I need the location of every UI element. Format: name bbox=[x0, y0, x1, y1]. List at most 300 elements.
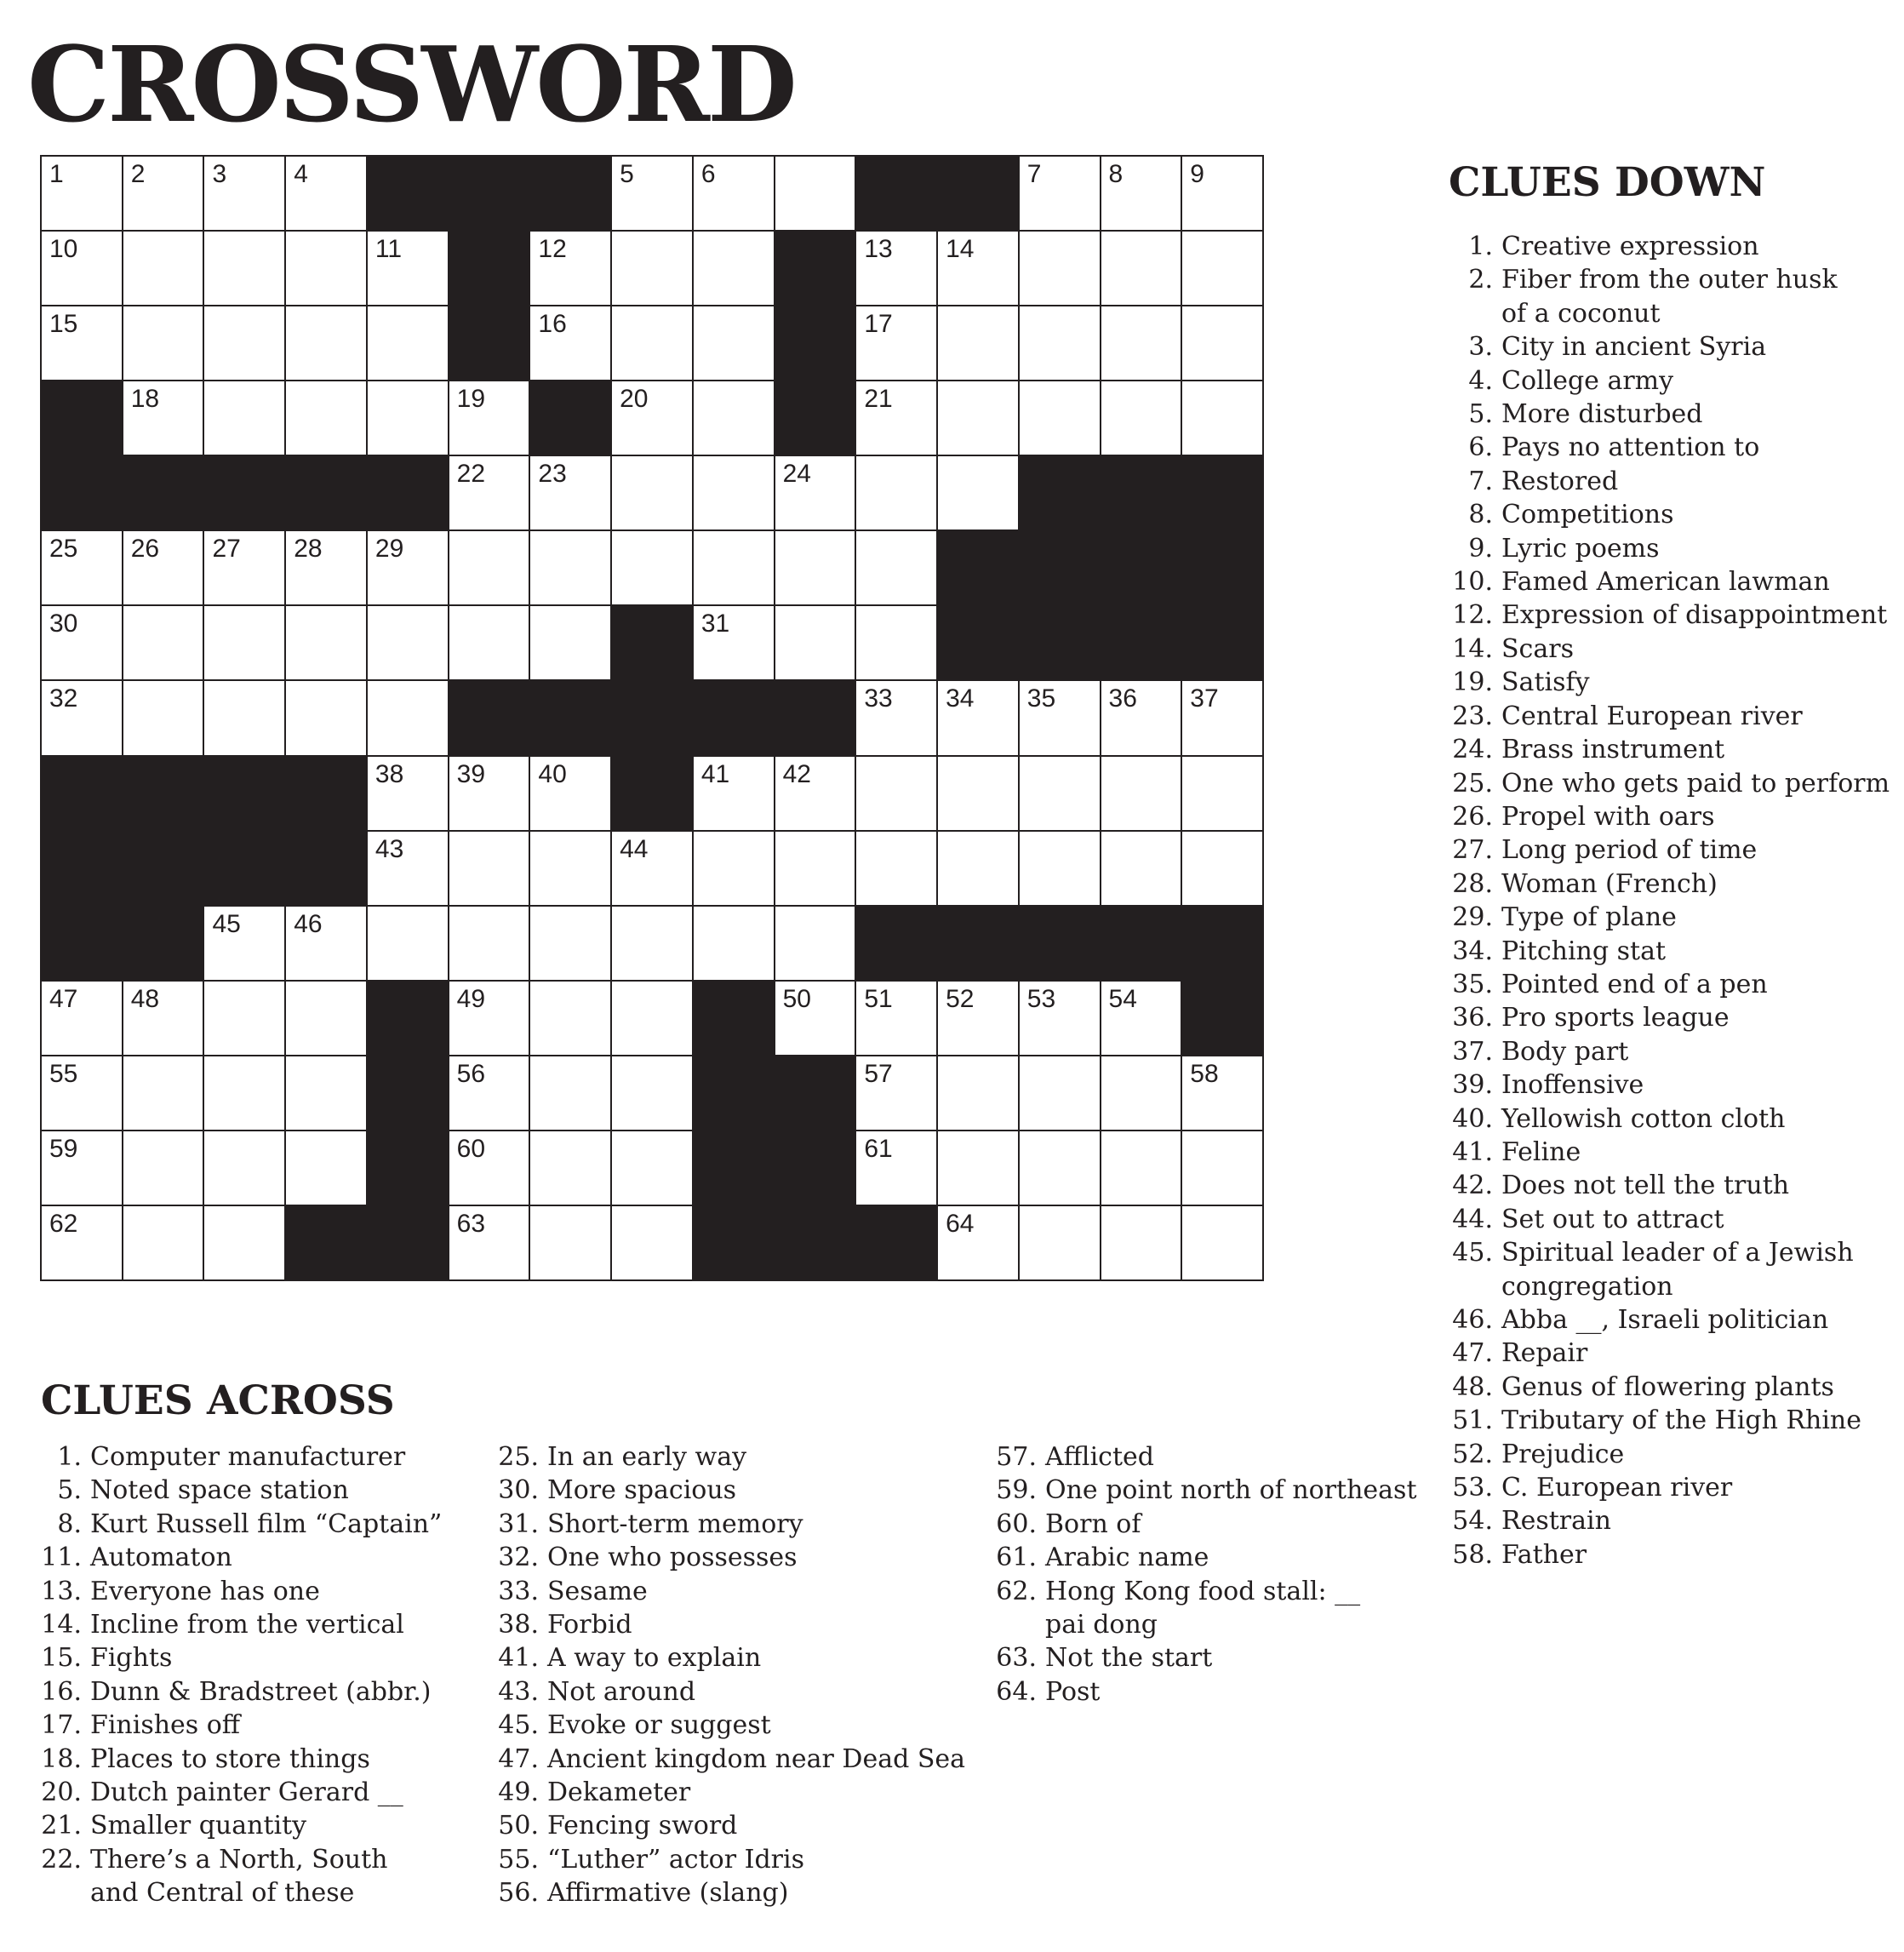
clue-item bbox=[1452, 498, 1890, 531]
clue-number: 29. bbox=[1452, 902, 1493, 933]
cell-number: 57 bbox=[864, 1059, 893, 1088]
grid-cell[interactable] bbox=[368, 232, 448, 305]
cell-number: 20 bbox=[620, 385, 649, 414]
grid-cell[interactable] bbox=[449, 606, 529, 679]
grid-block bbox=[530, 381, 610, 455]
grid-cell[interactable] bbox=[368, 907, 448, 980]
clue-number: 14. bbox=[41, 1610, 82, 1640]
grid-block bbox=[530, 157, 610, 230]
clue-item bbox=[1452, 1303, 1890, 1337]
grid-cell[interactable] bbox=[1020, 1056, 1100, 1130]
clue-item bbox=[498, 1575, 965, 1608]
clue-item bbox=[1452, 330, 1890, 363]
clue-number: 8. bbox=[57, 1508, 82, 1539]
grid-cell[interactable] bbox=[286, 306, 366, 380]
clue-text: Affirmative (slang) bbox=[547, 1878, 789, 1909]
grid-cell[interactable] bbox=[612, 157, 692, 230]
clue-text: Fiber from the outer husk of a coconut bbox=[1501, 265, 1838, 329]
clue-text: Finishes off bbox=[90, 1710, 241, 1741]
grid-cell[interactable] bbox=[856, 757, 936, 830]
grid-cell[interactable] bbox=[530, 531, 610, 604]
grid-cell[interactable] bbox=[612, 1206, 692, 1279]
grid-cell[interactable] bbox=[42, 306, 122, 380]
grid-cell[interactable] bbox=[286, 681, 366, 754]
cell-number: 22 bbox=[456, 460, 486, 489]
grid-cell[interactable] bbox=[694, 832, 774, 905]
grid-cell[interactable] bbox=[694, 157, 774, 230]
clue-item bbox=[41, 1575, 442, 1608]
grid-cell[interactable] bbox=[1182, 757, 1262, 830]
grid-cell[interactable] bbox=[1182, 232, 1262, 305]
grid-cell[interactable] bbox=[123, 982, 203, 1055]
grid-cell[interactable] bbox=[1182, 306, 1262, 380]
cell-number: 10 bbox=[49, 235, 78, 264]
grid-cell[interactable] bbox=[449, 1206, 529, 1279]
clue-number: 22. bbox=[41, 1844, 82, 1875]
grid-cell[interactable] bbox=[123, 232, 203, 305]
grid-cell[interactable] bbox=[938, 306, 1018, 380]
clue-text: Smaller quantity bbox=[90, 1811, 307, 1841]
grid-cell[interactable] bbox=[1182, 1206, 1262, 1279]
clue-number: 32. bbox=[498, 1543, 539, 1573]
grid-block bbox=[368, 982, 448, 1055]
grid-cell[interactable] bbox=[612, 982, 692, 1055]
grid-cell[interactable] bbox=[856, 1056, 936, 1130]
grid-cell[interactable] bbox=[938, 832, 1018, 905]
cell-number: 45 bbox=[212, 909, 241, 938]
grid-cell[interactable] bbox=[368, 832, 448, 905]
grid-cell[interactable] bbox=[530, 606, 610, 679]
clue-item bbox=[1452, 431, 1890, 464]
grid-cell[interactable] bbox=[42, 1056, 122, 1130]
clue-item bbox=[1452, 1236, 1890, 1303]
clue-number: 5. bbox=[57, 1475, 82, 1506]
grid-cell[interactable] bbox=[694, 381, 774, 455]
clue-item bbox=[1452, 800, 1890, 833]
cell-number: 50 bbox=[782, 984, 811, 1013]
cell-number: 59 bbox=[49, 1134, 78, 1163]
grid-block bbox=[775, 1131, 855, 1205]
clue-number: 55. bbox=[498, 1844, 539, 1875]
grid-cell[interactable] bbox=[612, 381, 692, 455]
grid-cell[interactable] bbox=[856, 1131, 936, 1205]
clue-number: 8. bbox=[1468, 500, 1493, 530]
grid-cell[interactable] bbox=[856, 982, 936, 1055]
cell-number: 40 bbox=[538, 759, 567, 788]
grid-cell[interactable] bbox=[123, 157, 203, 230]
grid-cell[interactable] bbox=[856, 306, 936, 380]
grid-cell[interactable] bbox=[42, 232, 122, 305]
clue-number: 39. bbox=[1452, 1070, 1493, 1101]
grid-cell[interactable] bbox=[612, 306, 692, 380]
grid-cell[interactable] bbox=[1020, 757, 1100, 830]
clue-text: Restrain bbox=[1501, 1506, 1611, 1537]
clue-number: 18. bbox=[41, 1743, 82, 1774]
grid-cell[interactable] bbox=[775, 982, 855, 1055]
grid-cell[interactable] bbox=[1182, 832, 1262, 905]
grid-cell[interactable] bbox=[286, 1131, 366, 1205]
clue-text: One who gets paid to perform bbox=[1501, 768, 1890, 799]
grid-cell[interactable] bbox=[1101, 757, 1181, 830]
grid-cell[interactable] bbox=[530, 232, 610, 305]
grid-cell[interactable] bbox=[694, 757, 774, 830]
clue-text: Not around bbox=[547, 1676, 696, 1707]
clue-item bbox=[498, 1776, 965, 1809]
grid-block bbox=[938, 907, 1018, 980]
grid-cell[interactable] bbox=[612, 907, 692, 980]
grid-block bbox=[775, 1056, 855, 1130]
grid-cell[interactable] bbox=[1101, 681, 1181, 754]
clue-number: 23. bbox=[1452, 701, 1493, 731]
clue-number: 35. bbox=[1452, 969, 1493, 999]
grid-cell[interactable] bbox=[449, 1131, 529, 1205]
grid-block bbox=[694, 1056, 774, 1130]
clue-text: Pro sports league bbox=[1501, 1003, 1730, 1033]
grid-cell[interactable] bbox=[286, 157, 366, 230]
clue-number: 20. bbox=[41, 1777, 82, 1808]
clue-item bbox=[1452, 1371, 1890, 1404]
grid-block bbox=[694, 1206, 774, 1279]
grid-cell[interactable] bbox=[856, 381, 936, 455]
clue-item bbox=[1452, 1404, 1890, 1437]
grid-block bbox=[1020, 456, 1100, 530]
grid-cell[interactable] bbox=[42, 1206, 122, 1279]
grid-cell[interactable] bbox=[286, 606, 366, 679]
cell-number: 41 bbox=[700, 759, 730, 788]
grid-cell[interactable] bbox=[1182, 157, 1262, 230]
clue-item bbox=[41, 1776, 442, 1809]
clue-item bbox=[498, 1843, 965, 1876]
grid-cell[interactable] bbox=[775, 157, 855, 230]
grid-block bbox=[775, 381, 855, 455]
grid-cell[interactable] bbox=[1020, 681, 1100, 754]
grid-cell[interactable] bbox=[938, 681, 1018, 754]
cell-number: 25 bbox=[49, 535, 78, 564]
clues-across-column-2 bbox=[498, 1440, 965, 1910]
grid-block bbox=[775, 681, 855, 754]
grid-cell[interactable] bbox=[1020, 381, 1100, 455]
grid-cell[interactable] bbox=[938, 1206, 1018, 1279]
clue-number: 53. bbox=[1452, 1473, 1493, 1503]
cell-number: 39 bbox=[456, 759, 486, 788]
clue-text: There’s a North, South and Central of these bbox=[90, 1844, 388, 1909]
grid-cell[interactable] bbox=[694, 606, 774, 679]
crossword-grid bbox=[40, 155, 1264, 1281]
grid-cell[interactable] bbox=[1020, 982, 1100, 1055]
grid-cell[interactable] bbox=[612, 531, 692, 604]
clue-item bbox=[41, 1843, 442, 1910]
grid-cell[interactable] bbox=[42, 982, 122, 1055]
grid-cell[interactable] bbox=[204, 232, 284, 305]
clue-item bbox=[41, 1440, 442, 1474]
grid-cell[interactable] bbox=[775, 757, 855, 830]
grid-cell[interactable] bbox=[694, 456, 774, 530]
grid-cell[interactable] bbox=[1020, 306, 1100, 380]
grid-cell[interactable] bbox=[204, 606, 284, 679]
grid-cell[interactable] bbox=[775, 907, 855, 980]
grid-cell[interactable] bbox=[204, 306, 284, 380]
grid-cell[interactable] bbox=[123, 306, 203, 380]
clue-text: Repair bbox=[1501, 1338, 1588, 1369]
cell-number: 61 bbox=[864, 1134, 893, 1163]
grid-block bbox=[1101, 606, 1181, 679]
grid-cell[interactable] bbox=[938, 381, 1018, 455]
grid-cell[interactable] bbox=[368, 531, 448, 604]
grid-cell[interactable] bbox=[1182, 1056, 1262, 1130]
grid-cell[interactable] bbox=[204, 1206, 284, 1279]
cell-number: 64 bbox=[946, 1209, 975, 1238]
clue-text: Pitching stat bbox=[1501, 936, 1667, 966]
clue-number: 40. bbox=[1452, 1103, 1493, 1134]
clue-text: Noted space station bbox=[90, 1475, 349, 1506]
grid-cell[interactable] bbox=[612, 232, 692, 305]
grid-cell[interactable] bbox=[449, 456, 529, 530]
clue-text: Body part bbox=[1501, 1036, 1629, 1067]
grid-block bbox=[612, 606, 692, 679]
grid-cell[interactable] bbox=[530, 1206, 610, 1279]
clue-number: 37. bbox=[1452, 1036, 1493, 1067]
grid-cell[interactable] bbox=[368, 757, 448, 830]
clue-item bbox=[41, 1608, 442, 1641]
clue-item bbox=[1452, 1337, 1890, 1370]
cell-number: 56 bbox=[456, 1059, 486, 1088]
grid-cell[interactable] bbox=[204, 157, 284, 230]
grid-cell[interactable] bbox=[1020, 1131, 1100, 1205]
grid-cell[interactable] bbox=[368, 681, 448, 754]
clue-item bbox=[1452, 733, 1890, 766]
grid-block bbox=[1020, 606, 1100, 679]
clue-text: Famed American lawman bbox=[1501, 567, 1830, 598]
cell-number: 3 bbox=[212, 160, 227, 188]
grid-cell[interactable] bbox=[775, 832, 855, 905]
grid-cell[interactable] bbox=[42, 531, 122, 604]
grid-cell[interactable] bbox=[286, 982, 366, 1055]
clue-text: Hong Kong food stall: __ pai dong bbox=[1045, 1576, 1361, 1640]
grid-cell[interactable] bbox=[123, 381, 203, 455]
grid-block bbox=[123, 832, 203, 905]
grid-cell[interactable] bbox=[286, 907, 366, 980]
grid-cell[interactable] bbox=[286, 381, 366, 455]
cell-number: 43 bbox=[375, 834, 404, 863]
grid-cell[interactable] bbox=[204, 1056, 284, 1130]
grid-cell[interactable] bbox=[286, 1056, 366, 1130]
grid-block bbox=[856, 907, 936, 980]
grid-cell[interactable] bbox=[856, 232, 936, 305]
clue-text: One who possesses bbox=[547, 1543, 798, 1573]
grid-cell[interactable] bbox=[42, 157, 122, 230]
grid-cell[interactable] bbox=[42, 681, 122, 754]
grid-cell[interactable] bbox=[204, 982, 284, 1055]
grid-cell[interactable] bbox=[1101, 832, 1181, 905]
grid-block bbox=[694, 1131, 774, 1205]
grid-cell[interactable] bbox=[1101, 157, 1181, 230]
clue-number: 57. bbox=[996, 1442, 1037, 1472]
grid-cell[interactable] bbox=[1020, 157, 1100, 230]
cell-number: 44 bbox=[620, 834, 649, 863]
clue-number: 16. bbox=[41, 1676, 82, 1707]
grid-cell[interactable] bbox=[530, 757, 610, 830]
grid-block bbox=[449, 157, 529, 230]
grid-cell[interactable] bbox=[1020, 232, 1100, 305]
clue-item bbox=[41, 1709, 442, 1742]
grid-cell[interactable] bbox=[368, 306, 448, 380]
clue-text: Woman (French) bbox=[1501, 868, 1718, 899]
grid-block bbox=[368, 1206, 448, 1279]
grid-cell[interactable] bbox=[449, 907, 529, 980]
clue-text: Brass instrument bbox=[1501, 735, 1725, 765]
grid-cell[interactable] bbox=[612, 456, 692, 530]
grid-block bbox=[775, 306, 855, 380]
clue-text: Automaton bbox=[90, 1543, 232, 1573]
clue-item bbox=[996, 1541, 1417, 1574]
grid-cell[interactable] bbox=[368, 606, 448, 679]
cell-number: 54 bbox=[1108, 984, 1137, 1013]
grid-cell[interactable] bbox=[449, 531, 529, 604]
cell-number: 53 bbox=[1026, 984, 1056, 1013]
clue-number: 11. bbox=[41, 1543, 82, 1573]
grid-block bbox=[612, 681, 692, 754]
grid-cell[interactable] bbox=[123, 681, 203, 754]
cell-number: 28 bbox=[294, 535, 323, 564]
grid-cell[interactable] bbox=[286, 531, 366, 604]
clue-text: Lyric poems bbox=[1501, 533, 1660, 564]
clue-item bbox=[1452, 565, 1890, 598]
clue-item bbox=[1452, 968, 1890, 1001]
grid-cell[interactable] bbox=[938, 982, 1018, 1055]
clue-number: 28. bbox=[1452, 868, 1493, 899]
clue-text: Type of plane bbox=[1501, 902, 1677, 933]
grid-cell[interactable] bbox=[530, 1056, 610, 1130]
grid-cell[interactable] bbox=[449, 381, 529, 455]
grid-cell[interactable] bbox=[42, 1131, 122, 1205]
grid-cell[interactable] bbox=[938, 757, 1018, 830]
grid-cell[interactable] bbox=[1182, 1131, 1262, 1205]
grid-cell[interactable] bbox=[449, 757, 529, 830]
grid-cell[interactable] bbox=[775, 456, 855, 530]
grid-cell[interactable] bbox=[1020, 1206, 1100, 1279]
grid-block bbox=[204, 832, 284, 905]
clue-text: Evoke or suggest bbox=[547, 1710, 771, 1741]
grid-cell[interactable] bbox=[42, 606, 122, 679]
grid-cell[interactable] bbox=[612, 1056, 692, 1130]
cell-number: 30 bbox=[49, 610, 78, 638]
clue-item bbox=[996, 1641, 1417, 1674]
grid-cell[interactable] bbox=[1101, 982, 1181, 1055]
grid-cell[interactable] bbox=[938, 456, 1018, 530]
grid-cell[interactable] bbox=[530, 456, 610, 530]
grid-block bbox=[42, 757, 122, 830]
grid-cell[interactable] bbox=[1101, 232, 1181, 305]
grid-block bbox=[449, 681, 529, 754]
grid-cell[interactable] bbox=[1101, 1056, 1181, 1130]
grid-cell[interactable] bbox=[938, 232, 1018, 305]
grid-cell[interactable] bbox=[938, 1056, 1018, 1130]
grid-cell[interactable] bbox=[1182, 681, 1262, 754]
grid-cell[interactable] bbox=[530, 832, 610, 905]
grid-cell[interactable] bbox=[694, 232, 774, 305]
clue-item bbox=[1452, 1438, 1890, 1471]
grid-block bbox=[42, 832, 122, 905]
grid-cell[interactable] bbox=[204, 531, 284, 604]
grid-cell[interactable] bbox=[530, 982, 610, 1055]
grid-cell[interactable] bbox=[123, 1206, 203, 1279]
grid-cell[interactable] bbox=[775, 531, 855, 604]
grid-cell[interactable] bbox=[1101, 1131, 1181, 1205]
grid-block bbox=[1182, 456, 1262, 530]
grid-cell[interactable] bbox=[856, 606, 936, 679]
grid-cell[interactable] bbox=[449, 982, 529, 1055]
clue-item bbox=[1452, 1102, 1890, 1136]
grid-cell[interactable] bbox=[1101, 381, 1181, 455]
grid-cell[interactable] bbox=[856, 456, 936, 530]
grid-cell[interactable] bbox=[123, 1056, 203, 1130]
cell-number: 9 bbox=[1190, 160, 1204, 188]
grid-cell[interactable] bbox=[530, 907, 610, 980]
grid-cell[interactable] bbox=[1101, 1206, 1181, 1279]
grid-block bbox=[1182, 907, 1262, 980]
grid-cell[interactable] bbox=[856, 832, 936, 905]
grid-cell[interactable] bbox=[123, 1131, 203, 1205]
grid-cell[interactable] bbox=[1020, 832, 1100, 905]
clue-number: 19. bbox=[1452, 667, 1493, 698]
grid-cell[interactable] bbox=[775, 606, 855, 679]
clue-item bbox=[1452, 364, 1890, 398]
cell-number: 27 bbox=[212, 535, 241, 564]
grid-cell[interactable] bbox=[530, 1131, 610, 1205]
clue-text: Short-term memory bbox=[547, 1508, 803, 1539]
clue-number: 5. bbox=[1468, 399, 1493, 430]
grid-block bbox=[938, 531, 1018, 604]
grid-cell[interactable] bbox=[449, 832, 529, 905]
grid-cell[interactable] bbox=[449, 1056, 529, 1130]
grid-cell[interactable] bbox=[612, 832, 692, 905]
grid-cell[interactable] bbox=[612, 1131, 692, 1205]
cell-number: 36 bbox=[1108, 684, 1137, 713]
grid-cell[interactable] bbox=[694, 907, 774, 980]
grid-cell[interactable] bbox=[123, 531, 203, 604]
clue-number: 4. bbox=[1468, 365, 1493, 396]
clues-across-column-1 bbox=[41, 1440, 442, 1910]
grid-cell[interactable] bbox=[530, 306, 610, 380]
grid-cell[interactable] bbox=[938, 1131, 1018, 1205]
grid-cell[interactable] bbox=[204, 381, 284, 455]
grid-cell[interactable] bbox=[204, 681, 284, 754]
clue-number: 41. bbox=[498, 1643, 539, 1674]
cell-number: 55 bbox=[49, 1059, 78, 1088]
grid-cell[interactable] bbox=[204, 1131, 284, 1205]
grid-cell[interactable] bbox=[1101, 306, 1181, 380]
grid-cell[interactable] bbox=[286, 232, 366, 305]
clue-number: 14. bbox=[1452, 633, 1493, 664]
grid-cell[interactable] bbox=[856, 681, 936, 754]
grid-cell[interactable] bbox=[1182, 381, 1262, 455]
clue-number: 62. bbox=[996, 1576, 1037, 1606]
grid-cell[interactable] bbox=[694, 531, 774, 604]
grid-cell[interactable] bbox=[123, 606, 203, 679]
grid-block bbox=[938, 157, 1018, 230]
clue-item bbox=[498, 1508, 965, 1541]
clue-item bbox=[1452, 263, 1890, 330]
clue-text: Restored bbox=[1501, 466, 1619, 496]
clue-number: 36. bbox=[1452, 1003, 1493, 1033]
grid-cell[interactable] bbox=[856, 531, 936, 604]
clue-text: Inoffensive bbox=[1501, 1070, 1644, 1101]
grid-block bbox=[204, 757, 284, 830]
grid-cell[interactable] bbox=[368, 381, 448, 455]
grid-cell[interactable] bbox=[204, 907, 284, 980]
clue-item bbox=[498, 1474, 965, 1507]
grid-cell[interactable] bbox=[694, 306, 774, 380]
